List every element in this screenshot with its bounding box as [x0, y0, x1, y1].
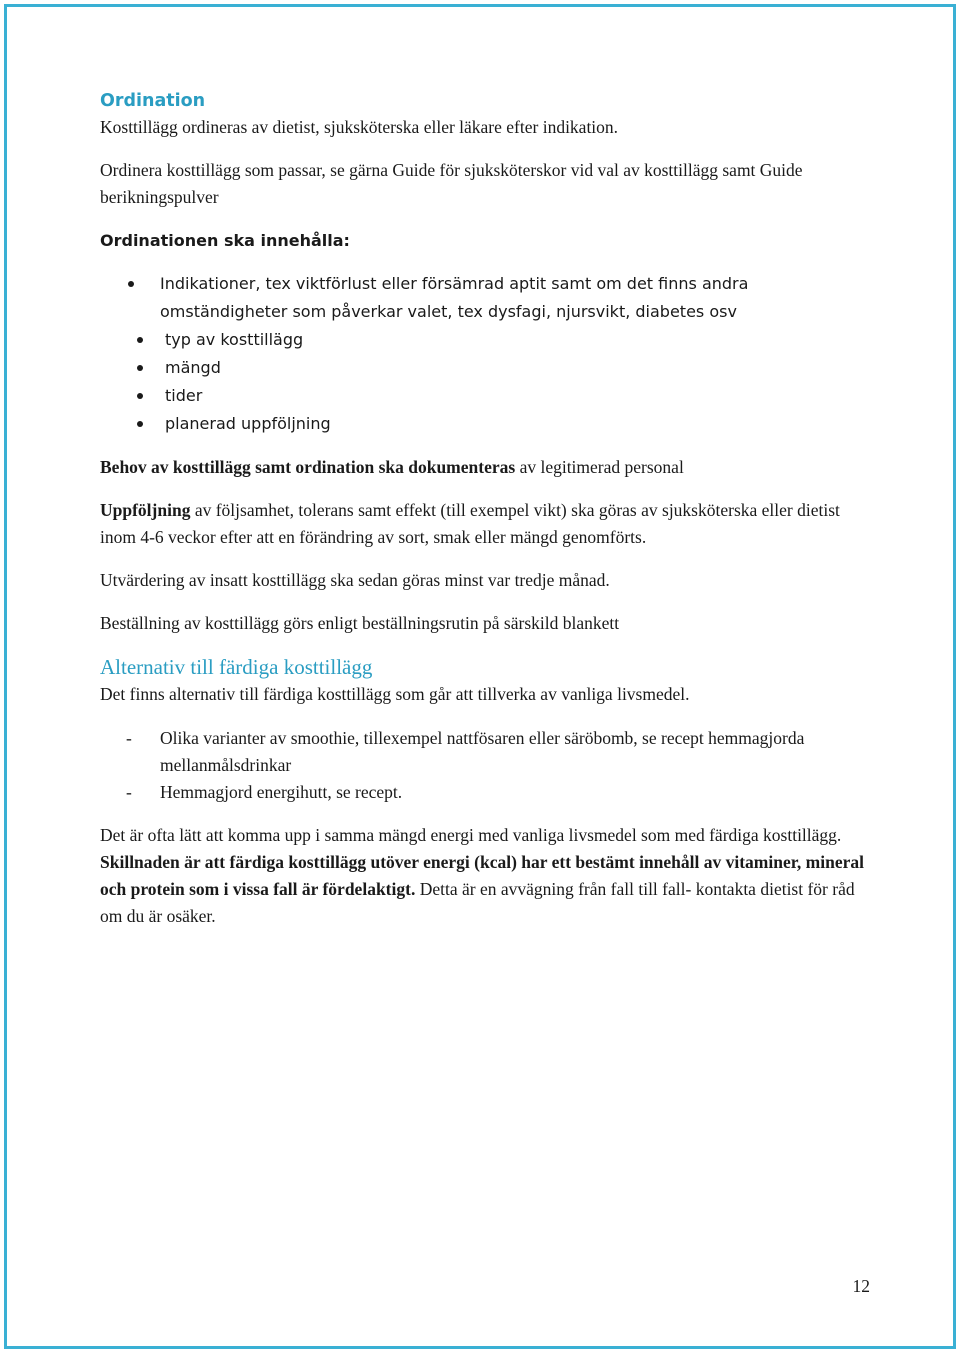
closing-paragraph: [100, 822, 870, 930]
list-item: [100, 725, 870, 779]
closing-start: Det är ofta lätt att komma upp i samma mängd energi med vanliga livsmedel som med färdiga kosttillägg.: [100, 825, 842, 845]
list-item: [100, 326, 870, 354]
document-body: [100, 88, 870, 930]
list-item: [100, 779, 870, 806]
documentation-rest: av legitimerad personal: [515, 457, 684, 477]
list-item-text: Indikationer, tex viktförlust eller försämrad aptit samt om det finns andra omständigheter som påverkar valet, tex dysfagi, njursvikt, diabetes osv: [160, 274, 749, 321]
ordination-guide-paragraph: Ordinera kosttillägg som passar, se gärna Guide för sjuksköterskor vid val av kosttillägg samt Guide berikningspulver: [100, 160, 803, 207]
followup-rest: av följsamhet, tolerans samt effekt (till exempel vikt) ska göras av sjuksköterska eller dietist inom 4-6 veckor efter att en förändring av sort, smak eller mängd genomförts.: [100, 500, 840, 547]
evaluation-paragraph: Utvärdering av insatt kosttillägg ska sedan göras minst var tredje månad.: [100, 570, 610, 590]
closing-bold: Skillnaden är att färdiga kosttillägg utöver energi (kcal) har ett bestämt innehåll av vitaminer, mineral och protein som i vissa fall är fördelaktigt.: [100, 852, 864, 899]
list-item-text: tider: [165, 386, 203, 405]
heading-alternatives: Alternativ till färdiga kosttillägg: [100, 655, 373, 679]
documentation-paragraph: [100, 454, 870, 481]
alternatives-list: [100, 725, 870, 806]
list-item-text: Olika varianter av smoothie, tillexempel nattfösaren eller säröbomb, se recept hemmagjorda mellanmålsdrinkar: [160, 728, 805, 775]
bullet-icon: [137, 393, 143, 399]
followup-paragraph: [100, 497, 870, 551]
documentation-bold: Behov av kosttillägg samt ordination ska dokumenteras: [100, 457, 516, 477]
ordination-contents-heading: Ordinationen ska innehålla:: [100, 231, 350, 250]
list-item: [100, 382, 870, 410]
dash-marker: -: [126, 728, 132, 748]
list-item: [100, 270, 870, 326]
list-item-text: Hemmagjord energihutt, se recept.: [160, 782, 403, 802]
ordination-intro: Kosttillägg ordineras av dietist, sjuksköterska eller läkare efter indikation.: [100, 117, 619, 137]
ordering-paragraph: Beställning av kosttillägg görs enligt beställningsrutin på särskild blankett: [100, 613, 620, 633]
bullet-icon: [137, 337, 143, 343]
closing-end: Detta är en avvägning från fall till fall- kontakta dietist för råd om du är osäker.: [100, 879, 855, 926]
ordination-contents-list: [100, 270, 870, 438]
heading-ordination: Ordination: [100, 91, 206, 111]
bullet-icon: [137, 365, 143, 371]
list-item-text: typ av kosttillägg: [165, 330, 304, 349]
dash-marker: -: [126, 782, 132, 802]
bullet-icon: [128, 281, 134, 287]
list-item: [100, 410, 870, 438]
page-number: 12: [852, 1276, 870, 1296]
list-item: [100, 354, 870, 382]
bullet-icon: [137, 421, 143, 427]
list-item-text: planerad uppföljning: [165, 414, 331, 433]
followup-bold: Uppföljning: [100, 500, 191, 520]
alternatives-intro: Det finns alternativ till färdiga kosttillägg som går att tillverka av vanliga livsmedel.: [100, 684, 690, 704]
list-item-text: mängd: [165, 358, 221, 377]
